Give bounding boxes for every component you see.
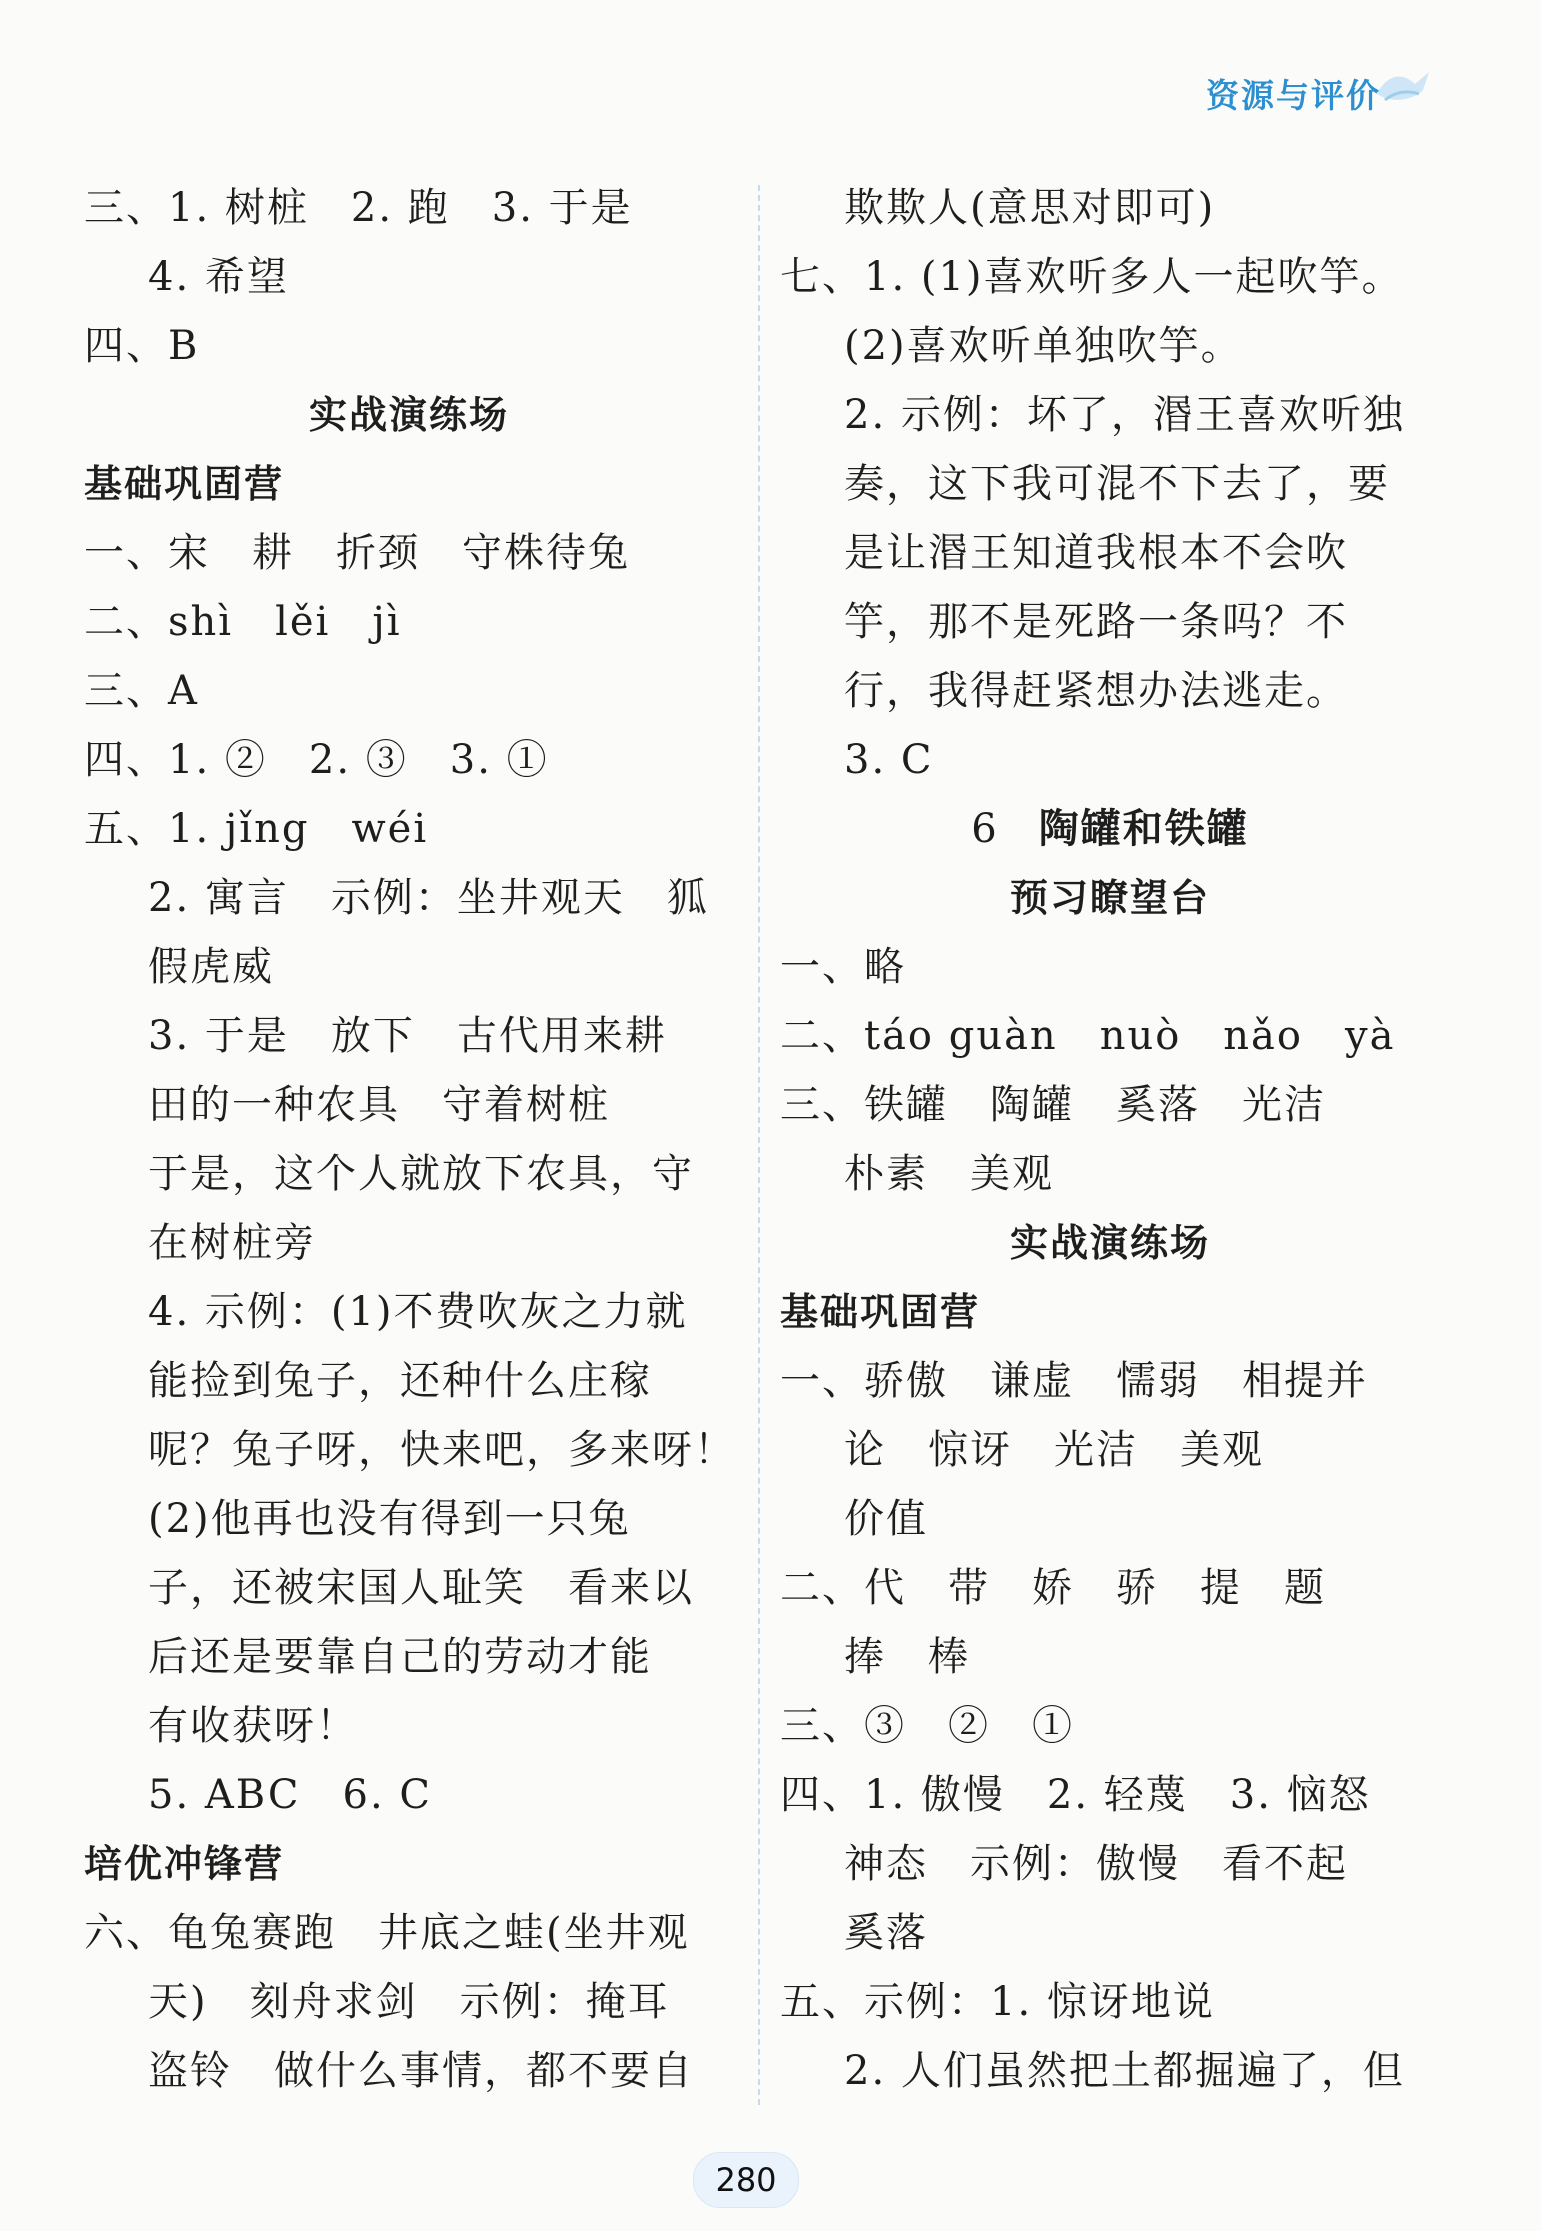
column-divider — [758, 185, 760, 2105]
answer-line: 于是，这个人就放下农具，守 — [148, 1151, 694, 1197]
lesson-number: 6 — [971, 806, 999, 852]
answer-line: 六、龟兔赛跑 井底之蛙(坐井观 — [84, 1910, 690, 1956]
left-answer-column — [84, 174, 734, 2106]
answer-line: 三、A — [84, 668, 199, 714]
answer-line: 五、1. jǐng wéi — [84, 806, 429, 852]
answer-line — [780, 795, 1440, 864]
answer-line: (2)他再也没有得到一只兔 — [148, 1496, 631, 1542]
brand-decoration-icon — [1373, 64, 1433, 114]
answer-line: 欺欺人(意思对即可) — [844, 185, 1216, 231]
answer-line: 论 惊讶 光洁 美观 — [844, 1427, 1264, 1473]
answer-line: 三、铁罐 陶罐 奚落 光洁 — [780, 1082, 1326, 1128]
answer-line: 一、骄傲 谦虚 懦弱 相提并 — [780, 1358, 1368, 1404]
answer-line: 3. 于是 放下 古代用来耕 — [148, 1013, 667, 1059]
answer-line: 是让湣王知道我根本不会吹 — [844, 530, 1348, 576]
section-heading: 基础巩固营 — [780, 1290, 981, 1334]
right-answer-column — [780, 174, 1440, 2106]
section-heading: 培优冲锋营 — [84, 1842, 285, 1886]
answer-line: 行，我得赶紧想办法逃走。 — [844, 668, 1348, 714]
section-heading: 实战演练场 — [1009, 1221, 1210, 1265]
answer-line: 奏，这下我可混不下去了，要 — [844, 461, 1390, 507]
answer-line: 5. ABC 6. C — [148, 1772, 432, 1818]
answer-line: 后还是要靠自己的劳动才能 — [148, 1634, 652, 1680]
answer-line: 四、1. 傲慢 2. 轻蔑 3. 恼怒 — [780, 1772, 1371, 1818]
answer-line: 天) 刻舟求剑 示例：掩耳 — [148, 1979, 670, 2025]
answer-line: 呢？兔子呀，快来吧，多来呀！ — [148, 1427, 736, 1473]
answer-line: 2. 人们虽然把土都掘遍了，但 — [844, 2048, 1405, 2094]
answer-line: 朴素 美观 — [844, 1151, 1054, 1197]
answer-line: 一、略 — [780, 944, 906, 990]
answer-line: 4. 希望 — [148, 254, 289, 300]
answer-line: 二、shì lěi jì — [84, 599, 402, 645]
answer-line: 价值 — [844, 1496, 928, 1542]
answer-line: 四、1. ② 2. ③ 3. ① — [84, 737, 549, 783]
answer-line: 假虎威 — [148, 944, 274, 990]
answer-line: 盗铃 做什么事情，都不要自 — [148, 2048, 694, 2094]
answer-line: 3. C — [844, 737, 934, 783]
answer-line: (2)喜欢听单独吹竽。 — [844, 323, 1243, 369]
answer-line: 2. 寓言 示例：坐井观天 狐 — [148, 875, 709, 921]
answer-line: 四、B — [84, 323, 200, 369]
answer-line: 三、1. 树桩 2. 跑 3. 于是 — [84, 185, 633, 231]
brand-label: 资源与评价 — [1206, 76, 1381, 115]
answer-line: 能捡到兔子，还种什么庄稼 — [148, 1358, 652, 1404]
answer-line: 4. 示例：(1)不费吹灰之力就 — [148, 1289, 688, 1335]
section-heading: 预习瞭望台 — [1009, 876, 1210, 920]
answer-line: 田的一种农具 守着树桩 — [148, 1082, 610, 1128]
section-heading: 基础巩固营 — [84, 462, 285, 506]
answer-line: 奚落 — [844, 1910, 928, 1956]
lesson-title: 陶罐和铁罐 — [1038, 806, 1249, 852]
answer-line: 二、代 带 娇 骄 提 题 — [780, 1565, 1326, 1611]
answer-line: 在树桩旁 — [148, 1220, 316, 1266]
answer-line: 2. 示例：坏了，湣王喜欢听独 — [844, 392, 1405, 438]
answer-line: 捧 棒 — [844, 1634, 970, 1680]
answer-line: 子，还被宋国人耻笑 看来以 — [148, 1565, 694, 1611]
answer-line: 三、③ ② ① — [780, 1703, 1074, 1749]
answer-line: 五、示例：1. 惊讶地说 — [780, 1979, 1215, 2025]
answer-line: 七、1. (1)喜欢听多人一起吹竽。 — [780, 254, 1404, 300]
answer-line: 神态 示例：傲慢 看不起 — [844, 1841, 1348, 1887]
section-heading: 实战演练场 — [308, 393, 509, 437]
answer-line: 有收获呀！ — [148, 1703, 358, 1749]
answer-line: 二、táo guàn nuò nǎo yà — [780, 1013, 1396, 1059]
answer-line: 竽，那不是死路一条吗？不 — [844, 599, 1348, 645]
page-number: 280 — [693, 2152, 799, 2208]
answer-line: 一、宋 耕 折颈 守株待兔 — [84, 530, 630, 576]
